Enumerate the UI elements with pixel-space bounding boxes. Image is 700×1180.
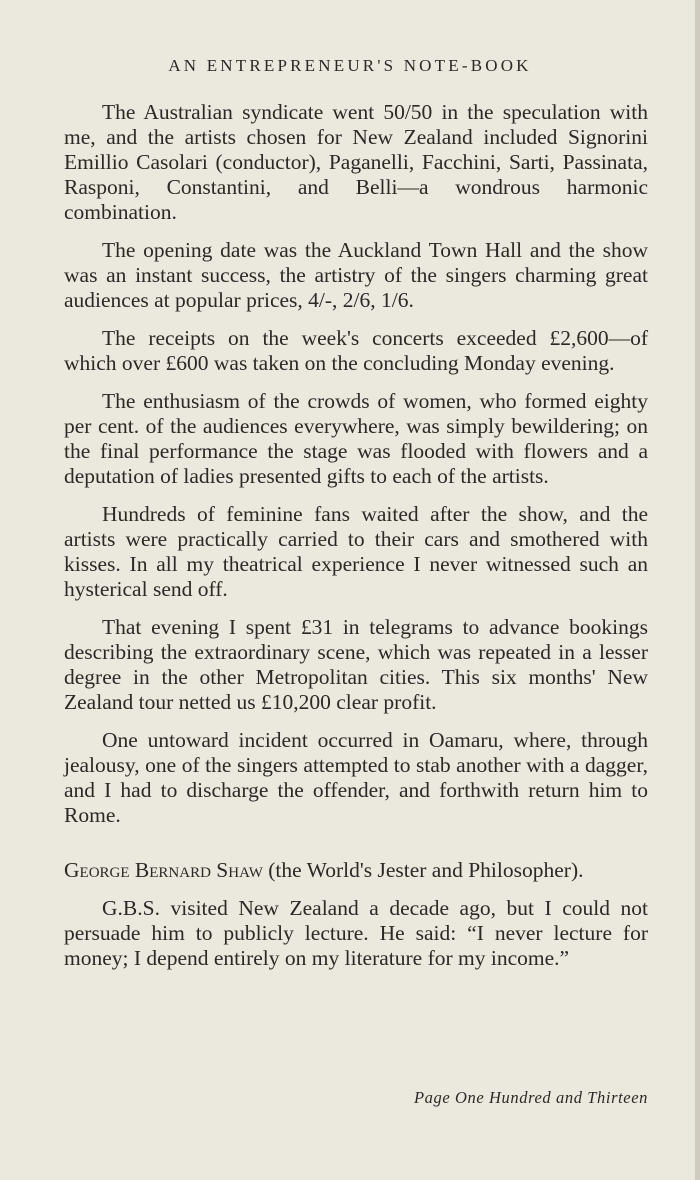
running-head: AN ENTREPRENEUR'S NOTE-BOOK xyxy=(168,56,532,75)
paragraph-fans: Hundreds of feminine fans waited after the show, and the artists were practically carried to their cars and smothered with kisses. In all my theatrical experience I never witnessed such an hysterical send off. xyxy=(64,502,648,601)
paragraph-enthusiasm: The enthusiasm of the crowds of women, who formed eighty per cent. of the audiences everywhere, was simply bewildering; on the final performance the stage was flooded with flowers and a deputation of ladies presented gifts to each of the artists. xyxy=(64,389,648,488)
paragraph-syndicate: The Australian syndicate went 50/50 in the speculation with me, and the artists chosen for New Zealand included Signorini Emillio Casolari (conductor), Paganelli, Facchini, Sarti, Passinata, Rasponi, Constantini, and Belli—a wondrous harmonic combination. xyxy=(64,100,648,224)
page-number: Page One Hundred and Thirteen xyxy=(413,1088,648,1107)
entry-description: (the World's Jester and Philosopher). xyxy=(268,858,584,882)
paragraph-opening-date: The opening date was the Auckland Town Hall and the show was an instant success, the artistry of the singers charming great audiences at popular prices, 4/-, 2/6, 1/6. xyxy=(64,238,648,312)
paragraph-receipts: The receipts on the week's concerts exceeded £2,600—of which over £600 was taken on the concluding Monday evening. xyxy=(64,326,648,375)
body-text xyxy=(64,100,648,984)
paragraph-incident: One untoward incident occurred in Oamaru, where, through jealousy, one of the singers attempted to stab another with a dagger, and I had to discharge the offender, and forthwith return him to Rome. xyxy=(64,728,648,827)
page-edge xyxy=(695,0,700,1180)
paragraph-gbs: G.B.S. visited New Zealand a decade ago, but I could not persuade him to publicly lecture. He said: “I never lecture for money; I depend entirely on my literature for my income.” xyxy=(64,896,648,970)
paragraph-telegrams: That evening I spent £31 in telegrams to advance bookings describing the extraordinary scene, which was repeated in a lesser degree in the other Metropolitan cities. This six months' New Zealand tour netted us £10,200 clear profit. xyxy=(64,615,648,714)
entry-heading-shaw xyxy=(64,858,648,883)
entry-name: George Bernard Shaw xyxy=(64,858,263,882)
